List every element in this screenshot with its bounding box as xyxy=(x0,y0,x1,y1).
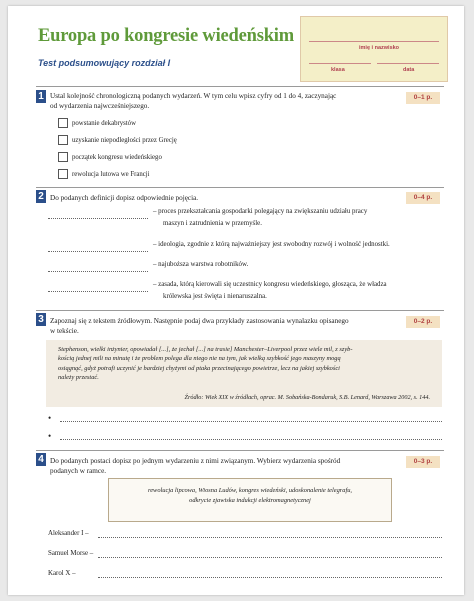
option-label: początek kongresu wiedeńskiego xyxy=(72,153,162,161)
question-text xyxy=(50,316,400,336)
bullet: • xyxy=(48,413,52,423)
points-badge: 0–3 p. xyxy=(406,456,440,468)
points-badge: 0–1 p. xyxy=(406,92,440,104)
bullet: • xyxy=(48,431,52,441)
person-label: Samuel Morse – xyxy=(48,550,94,557)
event-options-text xyxy=(117,486,383,506)
question-text-line: podanych w ramce. xyxy=(50,467,107,475)
question-text xyxy=(50,456,400,476)
date-label: data xyxy=(403,67,415,73)
question-number: 3 xyxy=(36,313,46,326)
divider xyxy=(36,310,444,311)
question-text xyxy=(50,91,400,111)
question-text-line: w tekście. xyxy=(50,327,79,335)
answer-line[interactable] xyxy=(48,262,148,272)
question-text-line: Ustal kolejność chronologiczną podanych wydarzeń. W tym celu wpisz cyfry od 1 do 4, zaczynając xyxy=(50,92,337,100)
class-field[interactable] xyxy=(309,63,371,64)
answer-box[interactable] xyxy=(58,118,68,128)
name-field[interactable] xyxy=(309,41,439,42)
option-label: powstanie dekabrystów xyxy=(72,119,136,127)
list-item xyxy=(58,148,162,159)
person-label: Karol X – xyxy=(48,570,76,577)
definition-text: królewska jest święta i nienaruszalna. xyxy=(163,293,267,300)
answer-line[interactable] xyxy=(98,548,442,558)
question-text-line: od wydarzenia najwcześniejszego. xyxy=(50,102,150,110)
answer-box[interactable] xyxy=(58,135,68,145)
quote-text xyxy=(58,345,432,382)
divider xyxy=(36,86,444,87)
answer-line[interactable] xyxy=(48,242,148,252)
points-badge: 0–4 p. xyxy=(406,192,440,204)
divider xyxy=(36,450,444,451)
option-label: rewolucja lutowa we Francji xyxy=(72,170,150,178)
definition-text: – najuboższa warstwa robotników. xyxy=(153,261,249,268)
question-number: 4 xyxy=(36,453,46,466)
answer-line[interactable] xyxy=(48,209,148,219)
divider xyxy=(36,187,444,188)
option-label: uzyskanie niepodległości przez Grecję xyxy=(72,136,177,144)
page-title: Europa po kongresie wiedeńskim xyxy=(38,26,294,46)
definition-text: – proces przekształcania gospodarki polegający na zwiększaniu udziału pracy xyxy=(153,208,368,215)
date-field[interactable] xyxy=(377,63,439,64)
event-options-box xyxy=(108,478,392,522)
event-options-line: odkrycie zjawiska indukcji elektromagnetycznej xyxy=(189,497,311,504)
worksheet-page xyxy=(8,6,464,595)
definition-text: – ideologia, zgodnie z którą najważniejszy jest swobodny rozwój i wolność jednostki. xyxy=(153,241,390,248)
question-text-line: Do podanych postaci dopisz po jednym wydarzeniu z nimi związanym. Wybierz wydarzenia spośród xyxy=(50,457,341,465)
answer-line[interactable] xyxy=(48,282,148,292)
answer-line[interactable] xyxy=(98,528,442,538)
definition-text: – zasada, którą kierowali się uczestnicy kongresu wiedeńskiego, głosząca, że władza xyxy=(153,281,387,288)
list-item xyxy=(58,165,150,176)
quote-line: kością jednej mili na minutę i że problem polega dla niego nie na tym, jak wielką szybkość jego maszyny mogą xyxy=(58,355,341,363)
name-label: imię i nazwisko xyxy=(359,45,400,51)
question-number: 2 xyxy=(36,190,46,203)
quote-line: osiągnąć, gdyż potrafi uczynić je bardziej chyżymi od ptaka przecinającego powietrze, lecz na jakiej szybkości xyxy=(58,364,340,372)
student-info-box xyxy=(300,16,448,82)
points-badge: 0–2 p. xyxy=(406,316,440,328)
answer-box[interactable] xyxy=(58,152,68,162)
answer-line[interactable] xyxy=(98,568,442,578)
answer-line[interactable] xyxy=(48,414,442,424)
event-options-line: rewolucja lipcowa, Wiosna Ludów, kongres wiedeński, udoskonalenie telegrafu, xyxy=(147,487,353,494)
source-quote xyxy=(46,340,442,407)
quote-line: Stephenson, wielki inżynier, opowiadał [...], że jechał [...] na trasie] Manchester–Liverpool przez wiele mil, z szyb- xyxy=(58,346,353,353)
answer-box[interactable] xyxy=(58,169,68,179)
list-item xyxy=(58,131,177,142)
quote-line: należy przestać. xyxy=(58,373,99,381)
answer-line[interactable] xyxy=(48,432,442,442)
source-citation: Źródło: Wiek XIX w źródłach, oprac. M. Sobańska-Bondaruk, S.B. Lenard, Warszawa 2002, s. 144. xyxy=(184,394,430,401)
class-label: klasa xyxy=(331,67,345,73)
list-item xyxy=(58,114,136,125)
question-text-line: Zapoznaj się z tekstem źródłowym. Następnie podaj dwa przykłady zastosowania wynalazku opisanego xyxy=(50,317,349,325)
question-text: Do podanych definicji dopisz odpowiednie pojęcia. xyxy=(50,194,199,202)
person-label: Aleksander I – xyxy=(48,530,89,537)
question-number: 1 xyxy=(36,90,46,103)
page-subtitle: Test podsumowujący rozdział I xyxy=(38,58,171,68)
definition-text: maszyn i zatrudnienia w przemyśle. xyxy=(163,220,262,227)
